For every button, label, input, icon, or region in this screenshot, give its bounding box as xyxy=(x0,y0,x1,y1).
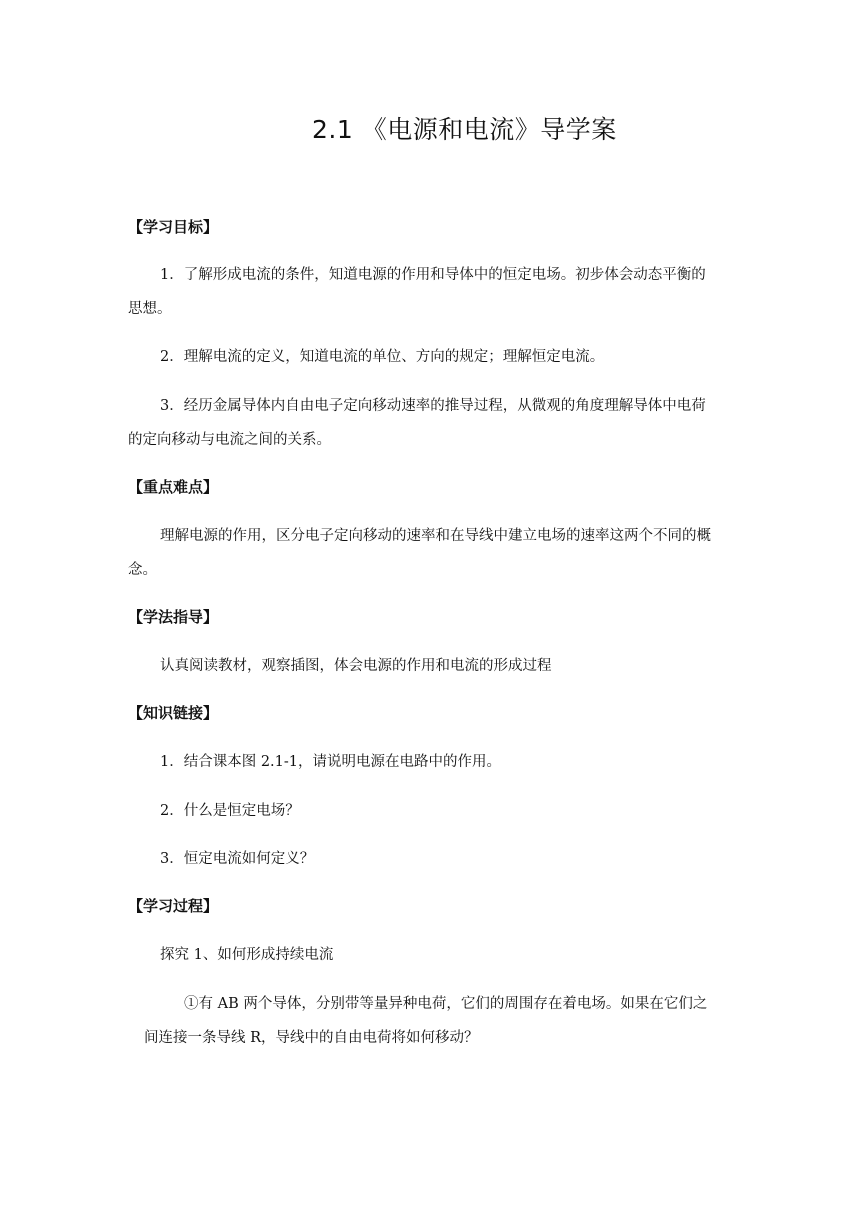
knowledge-item-2: 2．什么是恒定电场？ xyxy=(160,803,300,819)
key-points-line1: 理解电源的作用，区分电子定向移动的速率和在导线中建立电场的速率这两个不同的概 xyxy=(160,528,711,544)
key-points-line2: 念。 xyxy=(128,562,157,578)
objective-3-line1: 3．经历金属导体内自由电子定向移动速率的推导过程，从微观的角度理解导体中电荷 xyxy=(160,398,706,414)
knowledge-item-3: 3．恒定电流如何定义？ xyxy=(160,851,315,867)
process-item-1-line1: ①有 AB 两个导体，分别带等量异种电荷，它们的周围存在着电场。如果在它们之 xyxy=(184,996,708,1012)
method-text: 认真阅读教材，观察插图，体会电源的作用和电流的形成过程 xyxy=(160,658,552,674)
objective-1-line2: 思想。 xyxy=(128,301,172,317)
page-title: 2.1 《电源和电流》导学案 xyxy=(312,115,617,144)
explore-1-title: 探究 1、如何形成持续电流 xyxy=(160,947,334,963)
heading-method: 【学法指导】 xyxy=(128,608,219,626)
heading-objectives: 【学习目标】 xyxy=(128,218,219,236)
objective-2: 2．理解电流的定义，知道电流的单位、方向的规定；理解恒定电流。 xyxy=(160,349,605,365)
knowledge-item-1: 1．结合课本图 2.1-1，请说明电源在电路中的作用。 xyxy=(160,754,502,770)
heading-key-points: 【重点难点】 xyxy=(128,478,219,496)
heading-knowledge: 【知识链接】 xyxy=(128,704,219,722)
objective-3-line2: 的定向移动与电流之间的关系。 xyxy=(128,432,331,448)
process-item-1-line2: 间连接一条导线 R，导线中的自由电荷将如何移动？ xyxy=(144,1030,479,1046)
objective-1-line1: 1．了解形成电流的条件，知道电源的作用和导体中的恒定电场。初步体会动态平衡的 xyxy=(160,267,706,283)
heading-process: 【学习过程】 xyxy=(128,897,219,915)
